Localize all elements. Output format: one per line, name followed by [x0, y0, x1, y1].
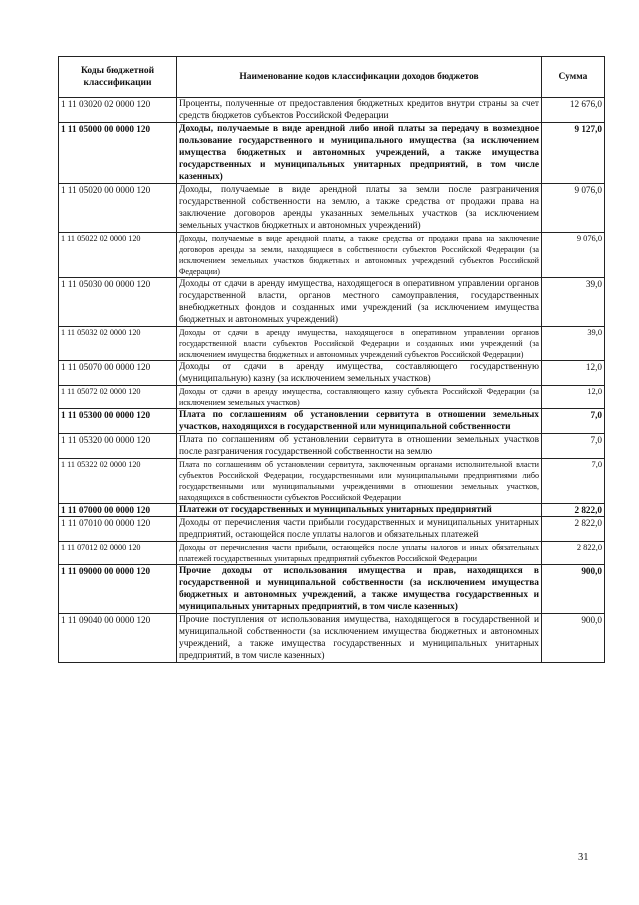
row-name: Доходы от сдачи в аренду имущества, составляющего казну субъекта Российской Федерации (за исключением земельных участков) — [177, 386, 542, 409]
row-sum: 9 076,0 — [542, 184, 605, 233]
table-row — [59, 614, 605, 663]
row-code: 1 11 03020 02 0000 120 — [59, 98, 177, 123]
row-sum: 9 076,0 — [542, 233, 605, 278]
row-sum: 12,0 — [542, 361, 605, 386]
row-code: 1 11 07000 00 0000 120 — [59, 504, 177, 517]
revenue-classification-table — [58, 56, 605, 663]
row-name: Доходы, получаемые в виде арендной платы, а также средства от продажи права на заключение договоров аренды за земли, находящиеся в собственности субъектов Российской Федерации (за исключением земельных участков бюджетных и автономных учреждений субъектов Российской Федерации) — [177, 233, 542, 278]
row-name: Проценты, полученные от предоставления бюджетных кредитов внутри страны за счет средств бюджетов субъектов Российской Федерации — [177, 98, 542, 123]
table-row — [59, 409, 605, 434]
row-sum: 900,0 — [542, 614, 605, 663]
row-name: Плата по соглашениям об установлении сервитута в отношении земельных участков, находящихся в государственной или муниципальной собственности — [177, 409, 542, 434]
header-name: Наименование кодов классификации доходов бюджетов — [177, 57, 542, 98]
row-name: Платежи от государственных и муниципальных унитарных предприятий — [177, 504, 542, 517]
row-sum: 39,0 — [542, 327, 605, 361]
row-sum: 7,0 — [542, 409, 605, 434]
row-sum: 12 676,0 — [542, 98, 605, 123]
table-row — [59, 123, 605, 184]
row-name: Доходы, получаемые в виде арендной платы за земли после разграничения государственной собственности на землю, а также средства от продажи права на заключение договоров аренды указанных земельных участков (за исключением земельных участков бюджетных и автономных учреждений) — [177, 184, 542, 233]
row-name: Доходы от перечисления части прибыли, остающейся после уплаты налогов и иных обязательных платежей государственных унитарных предприятий субъектов Российской Федерации — [177, 542, 542, 565]
row-sum: 2 822,0 — [542, 517, 605, 542]
table-row — [59, 327, 605, 361]
row-sum: 900,0 — [542, 565, 605, 614]
table-row — [59, 434, 605, 459]
row-code: 1 11 09000 00 0000 120 — [59, 565, 177, 614]
table-row — [59, 233, 605, 278]
table-row — [59, 542, 605, 565]
row-code: 1 11 05032 02 0000 120 — [59, 327, 177, 361]
table-row — [59, 504, 605, 517]
row-sum: 9 127,0 — [542, 123, 605, 184]
row-code: 1 11 05322 02 0000 120 — [59, 459, 177, 504]
table-row — [59, 98, 605, 123]
row-code: 1 11 05030 00 0000 120 — [59, 278, 177, 327]
table-row — [59, 565, 605, 614]
page-number: 31 — [578, 852, 589, 863]
table-row — [59, 361, 605, 386]
row-code: 1 11 05000 00 0000 120 — [59, 123, 177, 184]
row-code: 1 11 05072 02 0000 120 — [59, 386, 177, 409]
table-row — [59, 386, 605, 409]
row-sum: 39,0 — [542, 278, 605, 327]
row-name: Плата по соглашениям об установлении сервитута, заключенным органами исполнительной власти субъектов Российской Федерации, государственными или муниципальными предприятиями либо государственными или муниципальными учреждениями в отношении земельных участков, находящихся в собственности субъектов Российской Федерации — [177, 459, 542, 504]
row-code: 1 11 05300 00 0000 120 — [59, 409, 177, 434]
row-sum: 12,0 — [542, 386, 605, 409]
table-row — [59, 184, 605, 233]
row-name: Плата по соглашениям об установлении сервитута в отношении земельных участков после разграничения государственной собственности на землю — [177, 434, 542, 459]
table-row — [59, 459, 605, 504]
row-code: 1 11 09040 00 0000 120 — [59, 614, 177, 663]
row-code: 1 11 07010 00 0000 120 — [59, 517, 177, 542]
row-name: Доходы от сдачи в аренду имущества, находящегося в оперативном управлении органов государственной власти, органов местного самоуправления, государственных внебюджетных фондов и созданных ими учреждений (за исключением имущества бюджетных и автономных учреждений) — [177, 278, 542, 327]
header-code: Коды бюджетной классификации — [59, 57, 177, 98]
row-code: 1 11 05320 00 0000 120 — [59, 434, 177, 459]
row-name: Доходы от перечисления части прибыли государственных и муниципальных унитарных предприятий, остающейся после уплаты налогов и обязательных платежей — [177, 517, 542, 542]
row-sum: 7,0 — [542, 434, 605, 459]
row-code: 1 11 05070 00 0000 120 — [59, 361, 177, 386]
table-body — [59, 98, 605, 663]
row-sum: 2 822,0 — [542, 542, 605, 565]
row-name: Доходы от сдачи в аренду имущества, составляющего государственную (муниципальную) казну (за исключением земельных участков) — [177, 361, 542, 386]
row-code: 1 11 05022 02 0000 120 — [59, 233, 177, 278]
row-name: Прочие поступления от использования имущества, находящегося в государственной и муниципальной собственности (за исключением имущества бюджетных и автономных учреждений, а также имущества государственных и муниципальных унитарных предприятий, в том числе казенных) — [177, 614, 542, 663]
row-name: Прочие доходы от использования имущества и прав, находящихся в государственной и муниципальной собственности (за исключением имущества бюджетных и автономных учреждений, а также имущества государственных и муниципальных унитарных предприятий, в том числе казенных) — [177, 565, 542, 614]
row-name: Доходы, получаемые в виде арендной либо иной платы за передачу в возмездное пользование государственного и муниципального имущества (за исключением имущества бюджетных и автономных учреждений, а также имущества государственных и муниципальных унитарных предприятий, в том числе казенных) — [177, 123, 542, 184]
row-sum: 7,0 — [542, 459, 605, 504]
row-code: 1 11 05020 00 0000 120 — [59, 184, 177, 233]
header-sum: Сумма — [542, 57, 605, 98]
row-sum: 2 822,0 — [542, 504, 605, 517]
table-row — [59, 278, 605, 327]
table-row — [59, 517, 605, 542]
row-code: 1 11 07012 02 0000 120 — [59, 542, 177, 565]
table-header-row — [59, 57, 605, 98]
row-name: Доходы от сдачи в аренду имущества, находящегося в оперативном управлении органов государственной власти субъектов Российской Федерации и созданных ими учреждений (за исключением имущества бюджетных и автономных учреждений субъектов Российской Федерации) — [177, 327, 542, 361]
